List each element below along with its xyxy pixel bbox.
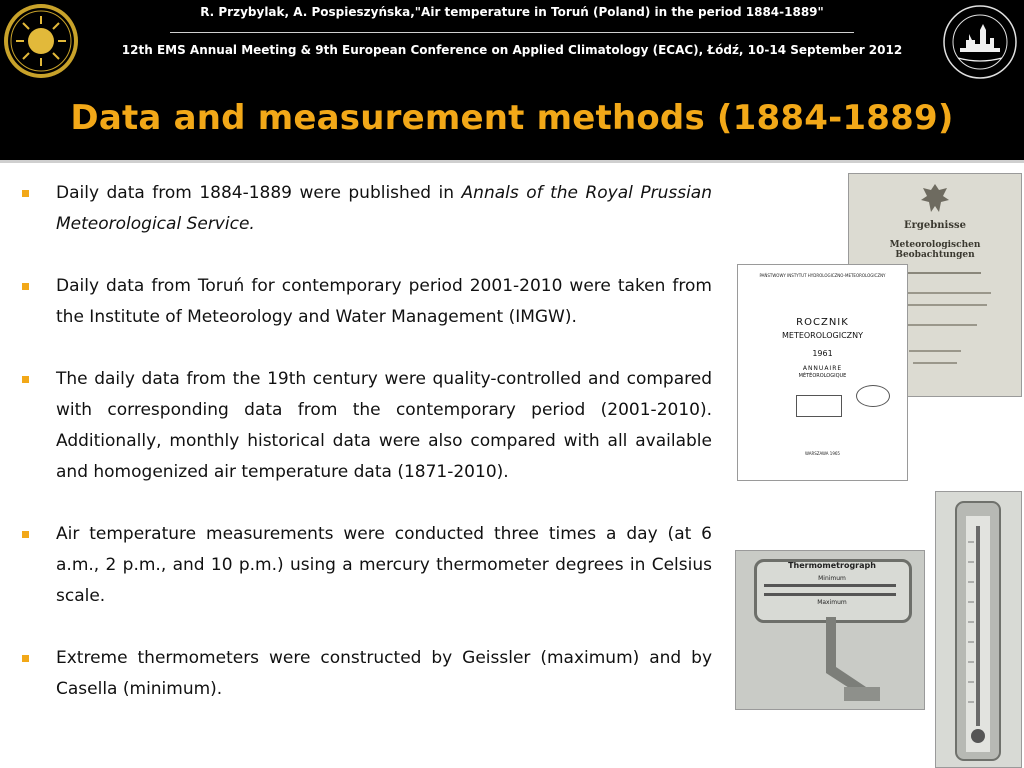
bullet-item [22,178,712,240]
rocznik-cover-photo [737,264,908,481]
thermometer-icon [936,492,1021,767]
bullet-text: Daily data from 1884-1889 were published in [56,183,462,203]
bullet-list [22,178,712,736]
thermometer-maximum-label: Maximum [817,599,847,606]
climatology-department-logo [942,4,1018,80]
bullet-item: Air temperature measurements were conducted three times a day (at 6 a.m., 2 p.m., and 10 p.m.) using a mercury thermometer degrees in Celsius scale. [22,519,712,612]
eagle-crest-icon [919,182,951,216]
conference-line: 12th EMS Annual Meeting & 9th European Conference on Applied Climatology (ECAC), Łódź, 10-14 September 2012 [121,43,903,57]
header-divider [0,160,1024,163]
bullet-item: Daily data from Toruń for contemporary period 2001-2010 were taken from the Institute of Meteorology and Water Management (IMGW). [22,271,712,333]
rocznik-title-line: ROCZNIK [796,317,849,328]
bullet-item: The daily data from the 19th century were quality-controlled and compared with corresponding data from the contemporary period (2001-2010). Additionally, monthly historical data were also compared with all available and homogenized air temperature data (1871-2010). [22,364,712,488]
thermometrograph-photo [735,550,925,710]
header-separator [170,32,854,33]
citation-line: R. Przybylak, A. Pospieszyńska,"Air temperature in Toruń (Poland) in the period 1884-1889" [200,5,824,19]
rocznik-subtitle-line: METEOROLOGICZNY [781,331,863,340]
thermometrograph-label: Thermometrograph [788,561,876,570]
rocznik-annuaire-line: ANNUAIRE [802,365,843,372]
rocznik-place-line: WARSZAWA 1965 [805,451,840,456]
slide-title: Data and measurement methods (1884-1889) [70,98,954,138]
annals-subtitle-line: Meteorologischen Beobachtungen [889,240,981,260]
annals-title-line: Ergebnisse [904,220,966,231]
thermometer-minimum-label: Minimum [818,575,846,582]
thermometer-stand-icon [796,617,886,707]
rocznik-meteo-line: MÉTÉOROLOGIQUE [798,373,847,379]
university-seal-logo [2,2,80,80]
rocznik-institute-line: PAŃSTWOWY INSTYTUT HYDROLOGICZNO-METEOROLOGICZNY [759,273,886,278]
vertical-thermometer-photo [935,491,1022,768]
rocznik-year: 1961 [812,349,833,358]
publication-title: Annals of the Royal Prussian Meteorological Service. [56,183,712,234]
bullet-item: Extreme thermometers were constructed by Geissler (maximum) and by Casella (minimum). [22,643,712,705]
